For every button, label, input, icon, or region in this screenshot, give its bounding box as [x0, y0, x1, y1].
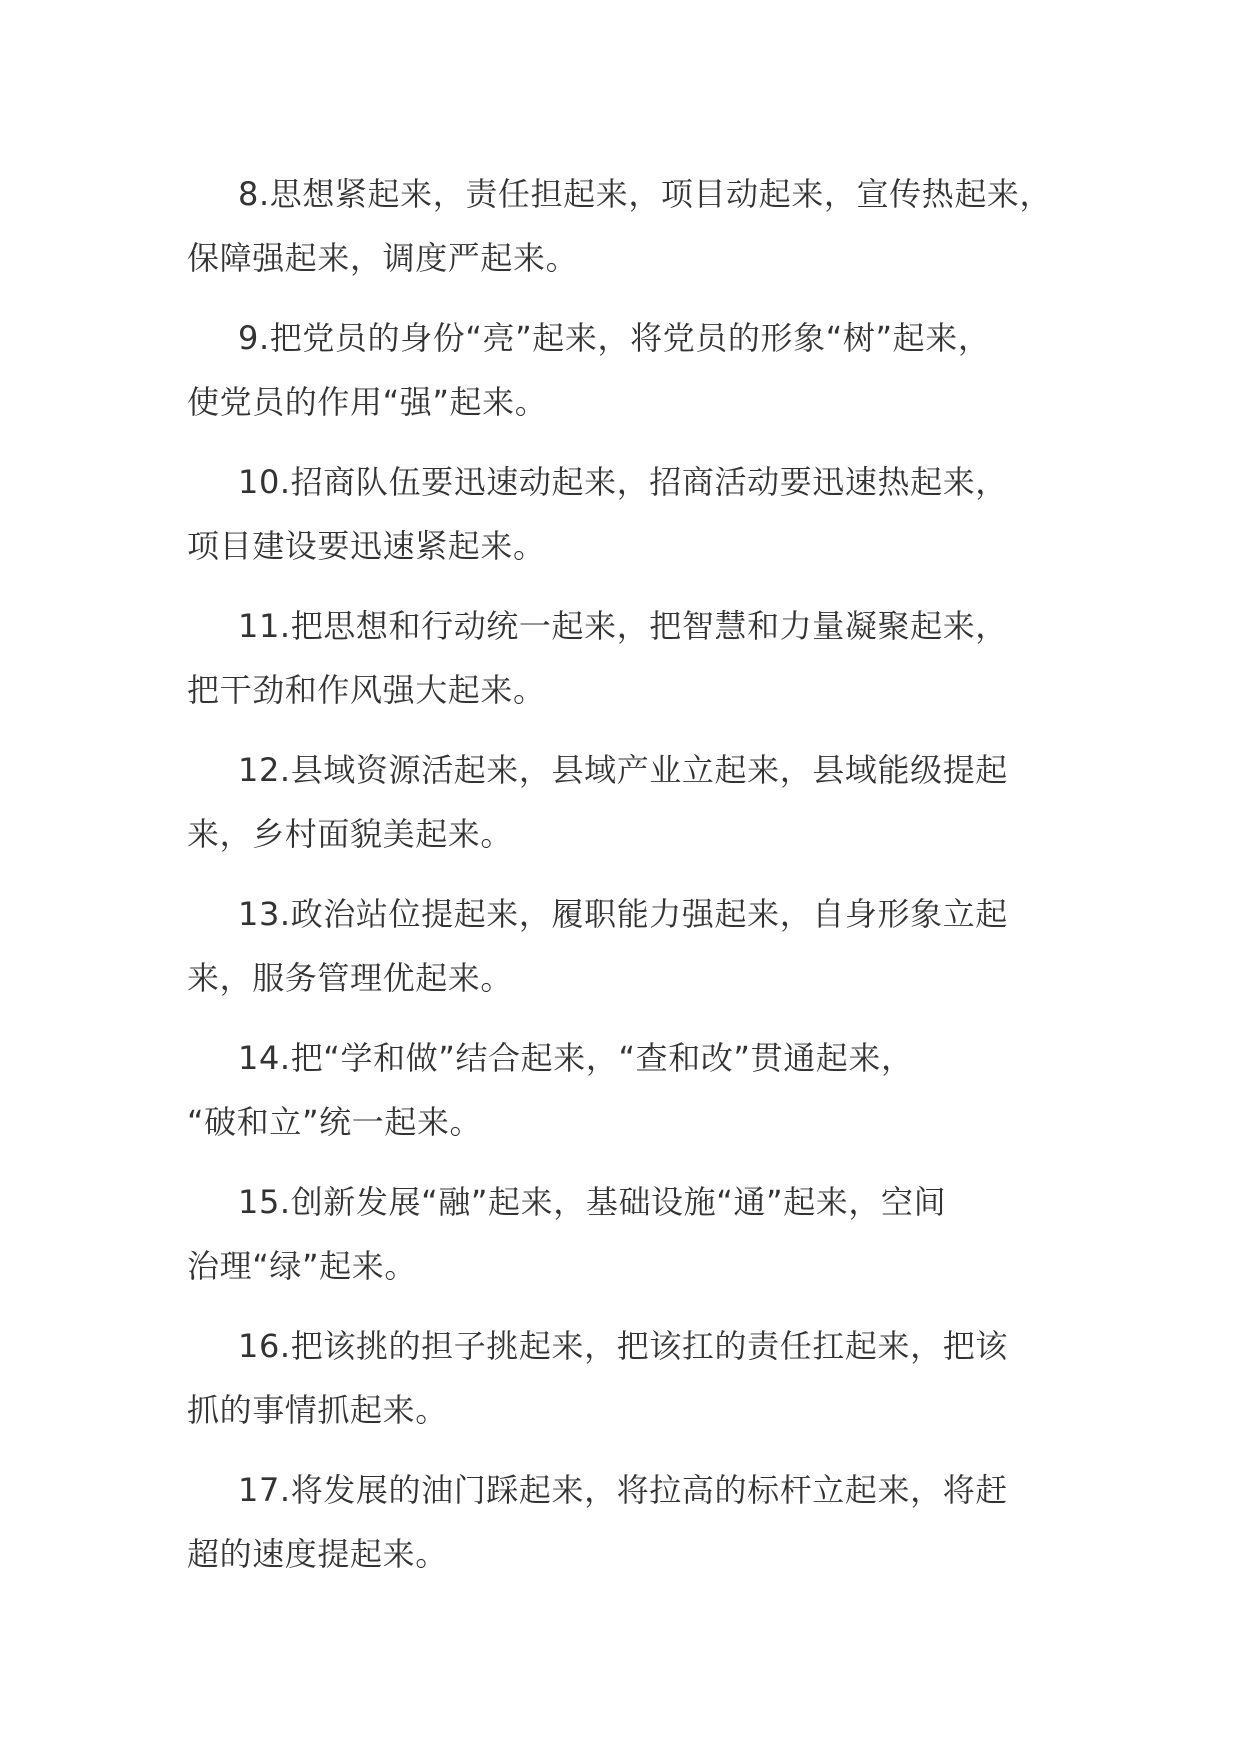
paragraph-line: 9.把党员的身份“亮”起来，将党员的形象“树”起来， [238, 319, 991, 357]
list-item [187, 1170, 1077, 1298]
paragraph-line: 11.把思想和行动统一起来，把智慧和力量凝聚起来， [238, 607, 1008, 645]
list-item [187, 882, 1077, 1010]
paragraph-line: 抓的事情抓起来。 [187, 1391, 448, 1429]
list-item [187, 306, 1077, 434]
paragraph-line: 项目建设要迅速紧起来。 [187, 527, 546, 565]
list-item [187, 738, 1077, 866]
paragraph-line: 13.政治站位提起来，履职能力强起来，自身形象立起 [238, 895, 1008, 933]
paragraph-line: 来，乡村面貌美起来。 [187, 815, 514, 853]
list-item [187, 1026, 1077, 1154]
paragraph-line: 14.把“学和做”结合起来，“查和改”贯通起来， [238, 1039, 914, 1077]
paragraph-line: 把干劲和作风强大起来。 [187, 671, 546, 709]
paragraph-line: 10.招商队伍要迅速动起来，招商活动要迅速热起来， [238, 463, 1008, 501]
paragraph-line: 超的速度提起来。 [187, 1535, 448, 1573]
paragraph-line: 来，服务管理优起来。 [187, 959, 514, 997]
paragraph-line: 17.将发展的油门踩起来，将拉高的标杆立起来，将赶 [238, 1471, 1008, 1509]
paragraph-line: 16.把该挑的担子挑起来，把该扛的责任扛起来，把该 [238, 1327, 1008, 1365]
document-body [187, 162, 1077, 1602]
paragraph-line: 8.思想紧起来，责任担起来，项目动起来，宣传热起来， [238, 175, 1053, 213]
paragraph-line: 15.创新发展“融”起来，基础设施“通”起来，空间 [238, 1183, 947, 1221]
list-item [187, 1314, 1077, 1442]
paragraph-line: 使党员的作用“强”起来。 [187, 383, 548, 421]
list-item [187, 450, 1077, 578]
list-item [187, 1458, 1077, 1586]
list-item [187, 162, 1077, 290]
paragraph-line: “破和立”统一起来。 [187, 1103, 483, 1141]
list-item [187, 594, 1077, 722]
paragraph-line: 治理“绿”起来。 [187, 1247, 417, 1285]
paragraph-line: 保障强起来，调度严起来。 [187, 239, 579, 277]
paragraph-line: 12.县域资源活起来，县域产业立起来，县域能级提起 [238, 751, 1008, 789]
